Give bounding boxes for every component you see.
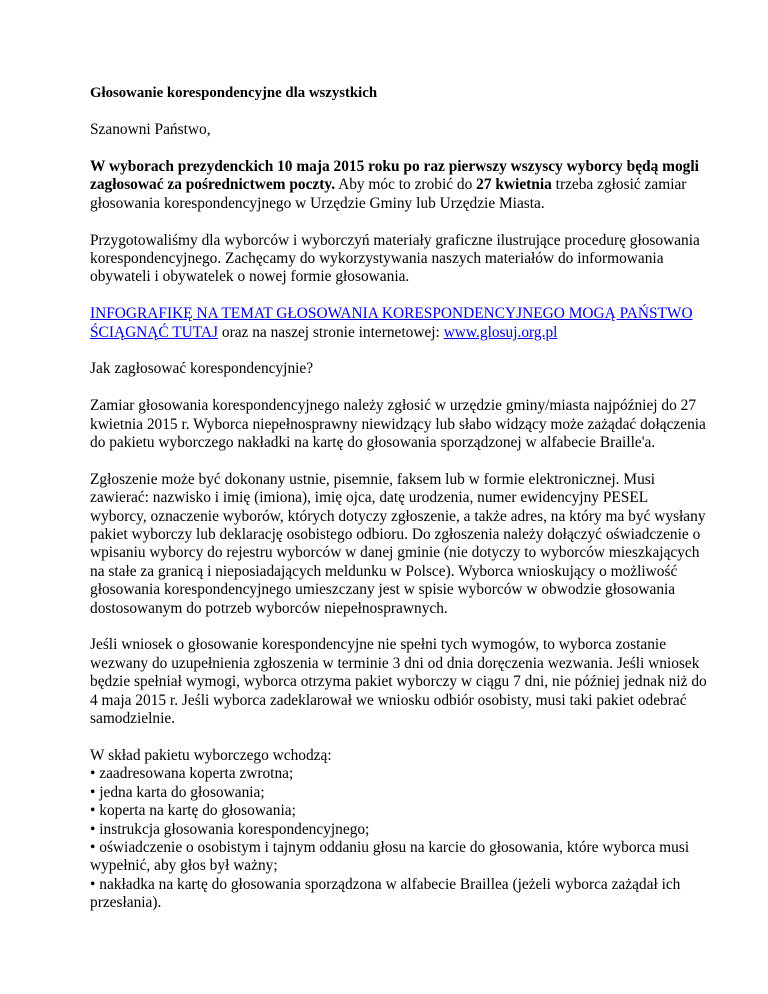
list-item-text: jedna karta do głosowania; <box>99 783 265 801</box>
document-title: Głosowanie korespondencyjne dla wszystkich <box>90 85 378 101</box>
question-heading: Jak zagłosować korespondencyjnie? <box>90 360 314 378</box>
package-list <box>90 747 708 913</box>
intro-text-2: trzeba zgłosić zamiar głosowania korespondencyjnego w Urzędzie Gminy lub Urzędzie Miasta. <box>90 176 687 212</box>
list-item-text: nakładka na kartę do głosowania sporządzona w alfabecie Braillea (jeżeli wyborca zażądał ich przesłania). <box>90 875 681 912</box>
bullet-icon: • <box>90 783 96 801</box>
list-item-text: oświadczenie o osobistym i tajnym oddaniu głosu na karcie do głosowania, które wyborca musi wypełnić, aby głos był ważny; <box>90 838 690 875</box>
list-item <box>90 876 708 913</box>
intro-paragraph <box>90 158 708 213</box>
list-item <box>90 802 708 820</box>
list-item-text: zaadresowana koperta zwrotna; <box>99 765 294 783</box>
intro-text-1: Aby móc to zrobić do <box>335 176 477 194</box>
form-paragraph: Zgłoszenie może być dokonany ustnie, pisemnie, faksem lub w formie elektronicznej. Musi zawierać: nazwisko i imię (imiona), imię ojca, datę urodzenia, numer ewidencyjny PESEL wyborcy, oznaczenie wyborów, których dotyczy zgłoszenie, a także adres, na który ma być wysłany pakiet wyborczy lub deklarację osobistego odbioru. Do zgłoszenia należy dołączyć oświadczenie o wpisaniu wyborcy do rejestru wyborców w danej gminie (nie dotyczy to wyborców mieszkających na stałe za granicą i nieposiadających meldunku w Polsce). Wyborca wnioskujący o możliwość głosowania korespondencyjnego umieszczany jest w spisie wyborców w obwodzie głosowania dostosowanym do potrzeb wyborców niepełnosprawnych. <box>90 470 706 617</box>
list-item <box>90 821 708 839</box>
list-item <box>90 765 708 783</box>
list-item-text: instrukcja głosowania korespondencyjnego; <box>99 820 370 838</box>
list-item <box>90 784 708 802</box>
bullet-icon: • <box>90 820 96 838</box>
infographic-download-link[interactable]: INFOGRAFIKĘ NA TEMAT GŁOSOWANIA KORESPONDENCYJNEGO MOGĄ PAŃSTWO ŚCIĄGNĄĆ TUTAJ <box>90 305 693 341</box>
bullet-icon: • <box>90 838 96 856</box>
bullet-icon: • <box>90 875 96 893</box>
package-intro: W skład pakietu wyborczego wchodzą: <box>90 746 332 764</box>
requirements-paragraph: Jeśli wniosek o głosowanie korespondencyjne nie spełni tych wymogów, to wyborca zostanie wezwany do uzupełnienia zgłoszenia w terminie 3 dni od dnia doręczenia wezwania. Jeśli wniosek będzie spełniał wymogi, wyborca otrzyma pakiet wyborczy w ciągu 7 dni, nie później jednak niż do 4 maja 2015 r. Jeśli wyborca zadeklarował we wniosku odbiór osobisty, musi taki pakiet odebrać samodzielnie. <box>90 636 707 728</box>
materials-paragraph: Przygotowaliśmy dla wyborców i wyborczyń materiały graficzne ilustrujące procedurę głosowania korespondencyjnego. Zachęcamy do wykorzystywania naszych materiałów do informowania obywateli i obywatelek o nowej formie głosowania. <box>90 231 700 286</box>
list-item-text: koperta na kartę do głosowania; <box>99 802 296 820</box>
list-item <box>90 839 708 876</box>
bullet-icon: • <box>90 765 96 783</box>
intro-date: 27 kwietnia <box>476 176 552 194</box>
bullet-icon: • <box>90 802 96 820</box>
website-link[interactable]: www.glosuj.org.pl <box>443 323 558 341</box>
intro-bold-text: W wyborach prezydenckich 10 maja 2015 roku po raz pierwszy wszyscy wyborcy będą mogli zagłosować za pośrednictwem poczty. <box>90 158 699 194</box>
greeting: Szanowni Państwo, <box>90 121 211 139</box>
notice-paragraph: Zamiar głosowania korespondencyjnego należy zgłosić w urzędzie gminy/miasta najpóźniej do 27 kwietnia 2015 r. Wyborca niepełnosprawny niewidzący lub słabo widzący może zażądać dołączenia do pakietu wyborczego nakładki na kartę do głosowania sporządzonej w alfabecie Braille'a. <box>90 397 706 452</box>
download-paragraph <box>90 305 708 342</box>
download-middle-text: oraz na naszej stronie internetowej: <box>218 323 444 341</box>
